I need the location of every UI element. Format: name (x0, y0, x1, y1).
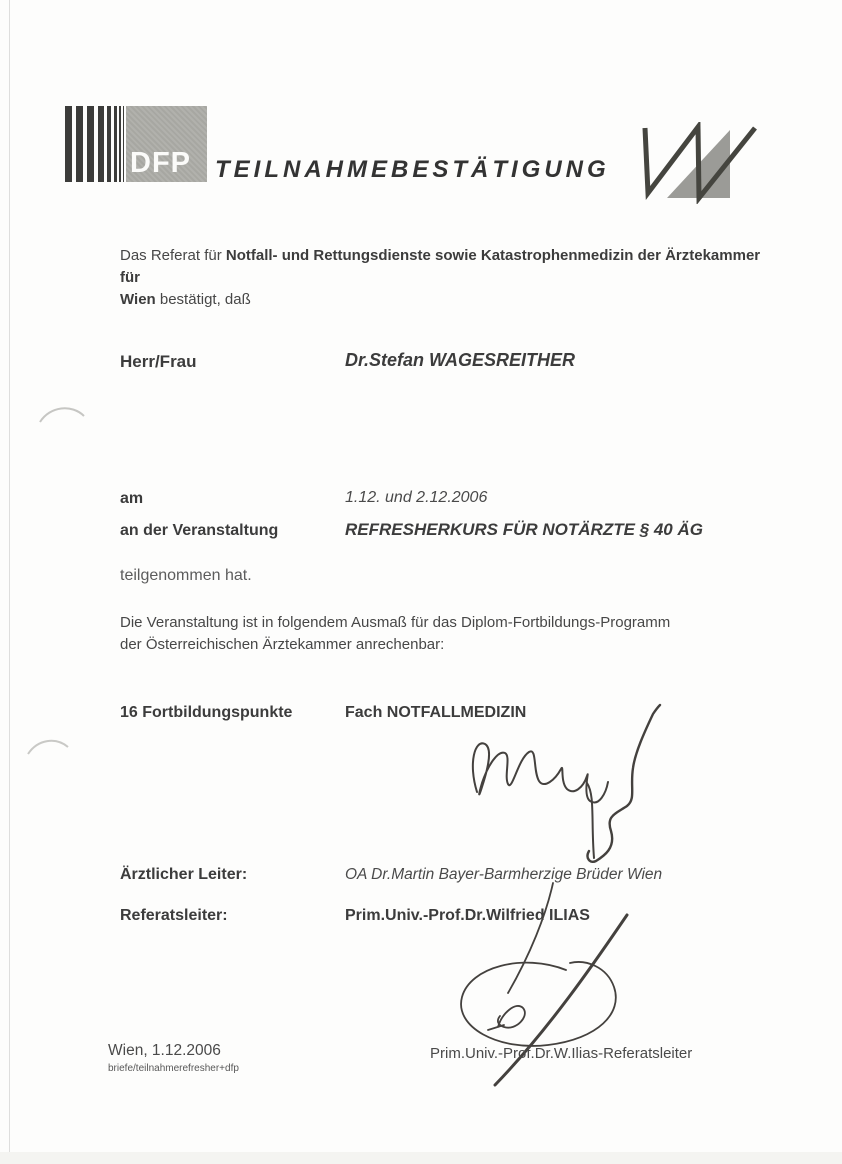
name-label: Herr/Frau (120, 352, 197, 371)
dfp-logo-box (126, 106, 207, 182)
w-zigzag-logo-icon (640, 122, 762, 204)
scan-bottom-strip (0, 1152, 842, 1164)
points-label: 16 Fortbildungspunkte (120, 704, 293, 721)
intro-paragraph (120, 245, 770, 311)
intro-bold-line1: Notfall- und Rettungsdienste sowie Katastrophenmedizin der Ärztekammer für (120, 247, 761, 286)
footer-place-date: Wien, 1.12.2006 (108, 1042, 221, 1059)
event-value: REFRESHERKURS FÜR NOTÄRZTE § 40 ÄG (345, 520, 703, 539)
footer-file-reference: briefe/teilnahmerefresher+dfp (108, 1063, 239, 1074)
scan-arc-mark (38, 400, 86, 426)
certificate-title: TEILNAHMEBESTÄTIGUNG (215, 156, 610, 183)
credit-paragraph (120, 612, 800, 656)
medical-director-value: OA Dr.Martin Bayer-Barmherzige Brüder Wien (345, 866, 663, 883)
credit-paragraph-line2: der Österreichischen Ärztekammer anrechenbar: (120, 636, 445, 653)
date-label: am (120, 490, 144, 507)
scan-edge-line (9, 0, 10, 1164)
footer-signature-caption: Prim.Univ.-Prof.Dr.W.Ilias-Referatsleiter (430, 1045, 693, 1062)
intro-prefix: Das Referat für (120, 247, 226, 264)
dfp-bars-icon (65, 106, 126, 182)
dfp-logo (65, 106, 207, 182)
subject-value: Fach NOTFALLMEDIZIN (345, 704, 527, 721)
date-value: 1.12. und 2.12.2006 (345, 489, 488, 506)
intro-suffix: bestätigt, daß (155, 291, 251, 308)
scan-arc-mark (26, 734, 70, 758)
dfp-logo-label: DFP (130, 147, 191, 179)
event-label: an der Veranstaltung (120, 522, 279, 539)
credit-paragraph-line1: Die Veranstaltung ist in folgendem Ausmaß für das Diplom-Fortbildungs-Programm (120, 614, 671, 631)
head-label: Referatsleiter: (120, 907, 228, 924)
name-value: Dr.Stefan WAGESREITHER (345, 350, 576, 370)
medical-director-label: Ärztlicher Leiter: (120, 866, 248, 883)
intro-bold-line2: Wien (120, 291, 156, 308)
participation-line: teilgenommen hat. (120, 567, 252, 584)
head-value: Prim.Univ.-Prof.Dr.Wilfried ILIAS (345, 907, 590, 924)
bayer-signature (448, 703, 663, 873)
